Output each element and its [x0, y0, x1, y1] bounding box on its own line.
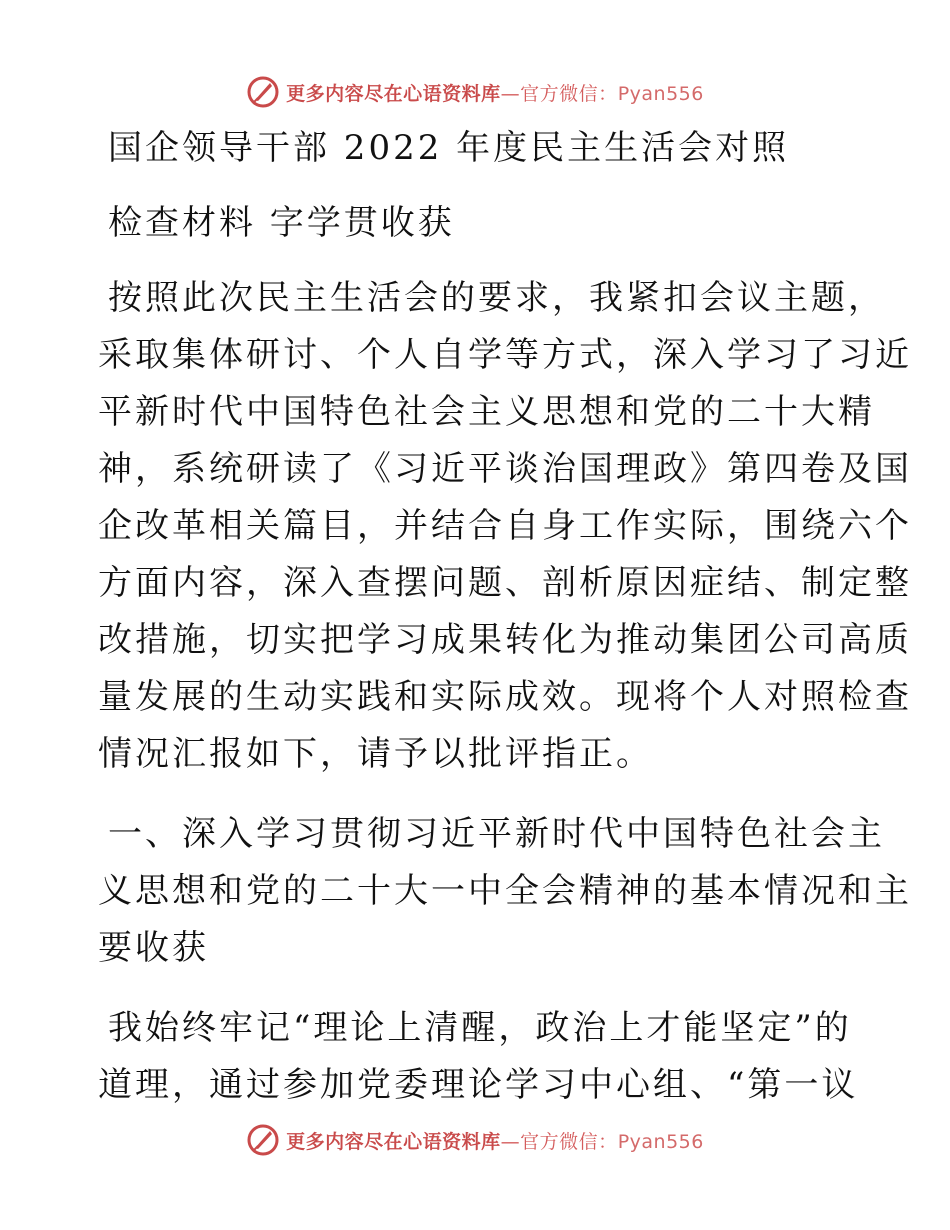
feather-pen-logo-icon — [246, 1123, 280, 1157]
feather-pen-logo-icon — [246, 75, 280, 109]
watermark-separator: — — [500, 82, 521, 105]
document-title-line-1: 国企领导干部 2022 年度民主生活会对照 — [108, 128, 790, 168]
section-heading-line: 义思想和党的二十大一中全会精神的基本情况和主 — [98, 871, 912, 911]
watermark-header — [0, 70, 950, 114]
intro-line: 企改革相关篇目，并结合自身工作实际，围绕六个 — [98, 506, 912, 546]
intro-line: 采取集体研讨、个人自学等方式，深入学习了习近 — [98, 335, 912, 375]
watermark-account: Pyan556 — [617, 82, 704, 105]
body-line: 我始终牢记“理论上清醒，政治上才能坚定”的 — [108, 1008, 852, 1048]
watermark-footer — [0, 1118, 950, 1162]
watermark-brand: 更多内容尽在心语资料库 — [286, 82, 501, 105]
intro-line: 方面内容，深入查摆问题、剖析原因症结、制定整 — [98, 563, 912, 603]
watermark-separator: — — [500, 1130, 521, 1153]
intro-line: 量发展的生动实践和实际成效。现将个人对照检查 — [98, 677, 912, 717]
body-line: 道理，通过参加党委理论学习中心组、“第一议 — [98, 1065, 859, 1105]
intro-line: 情况汇报如下，请予以批评指正。 — [98, 734, 653, 774]
intro-line: 平新时代中国特色社会主义思想和党的二十大精 — [98, 392, 875, 432]
watermark-suffix: 官方微信： — [520, 82, 618, 105]
intro-line: 按照此次民主生活会的要求，我紧扣会议主题， — [108, 278, 885, 318]
watermark-suffix: 官方微信： — [520, 1130, 618, 1153]
intro-line: 改措施，切实把学习成果转化为推动集团公司高质 — [98, 620, 912, 660]
section-heading-line: 一、深入学习贯彻习近平新时代中国特色社会主 — [108, 814, 885, 854]
section-heading-line: 要收获 — [98, 928, 209, 968]
intro-line: 神，系统研读了《习近平谈治国理政》第四卷及国 — [98, 449, 912, 489]
document-title-line-2: 检查材料 字学贯收获 — [108, 203, 455, 243]
watermark-account: Pyan556 — [617, 1130, 704, 1153]
watermark-brand: 更多内容尽在心语资料库 — [286, 1130, 501, 1153]
